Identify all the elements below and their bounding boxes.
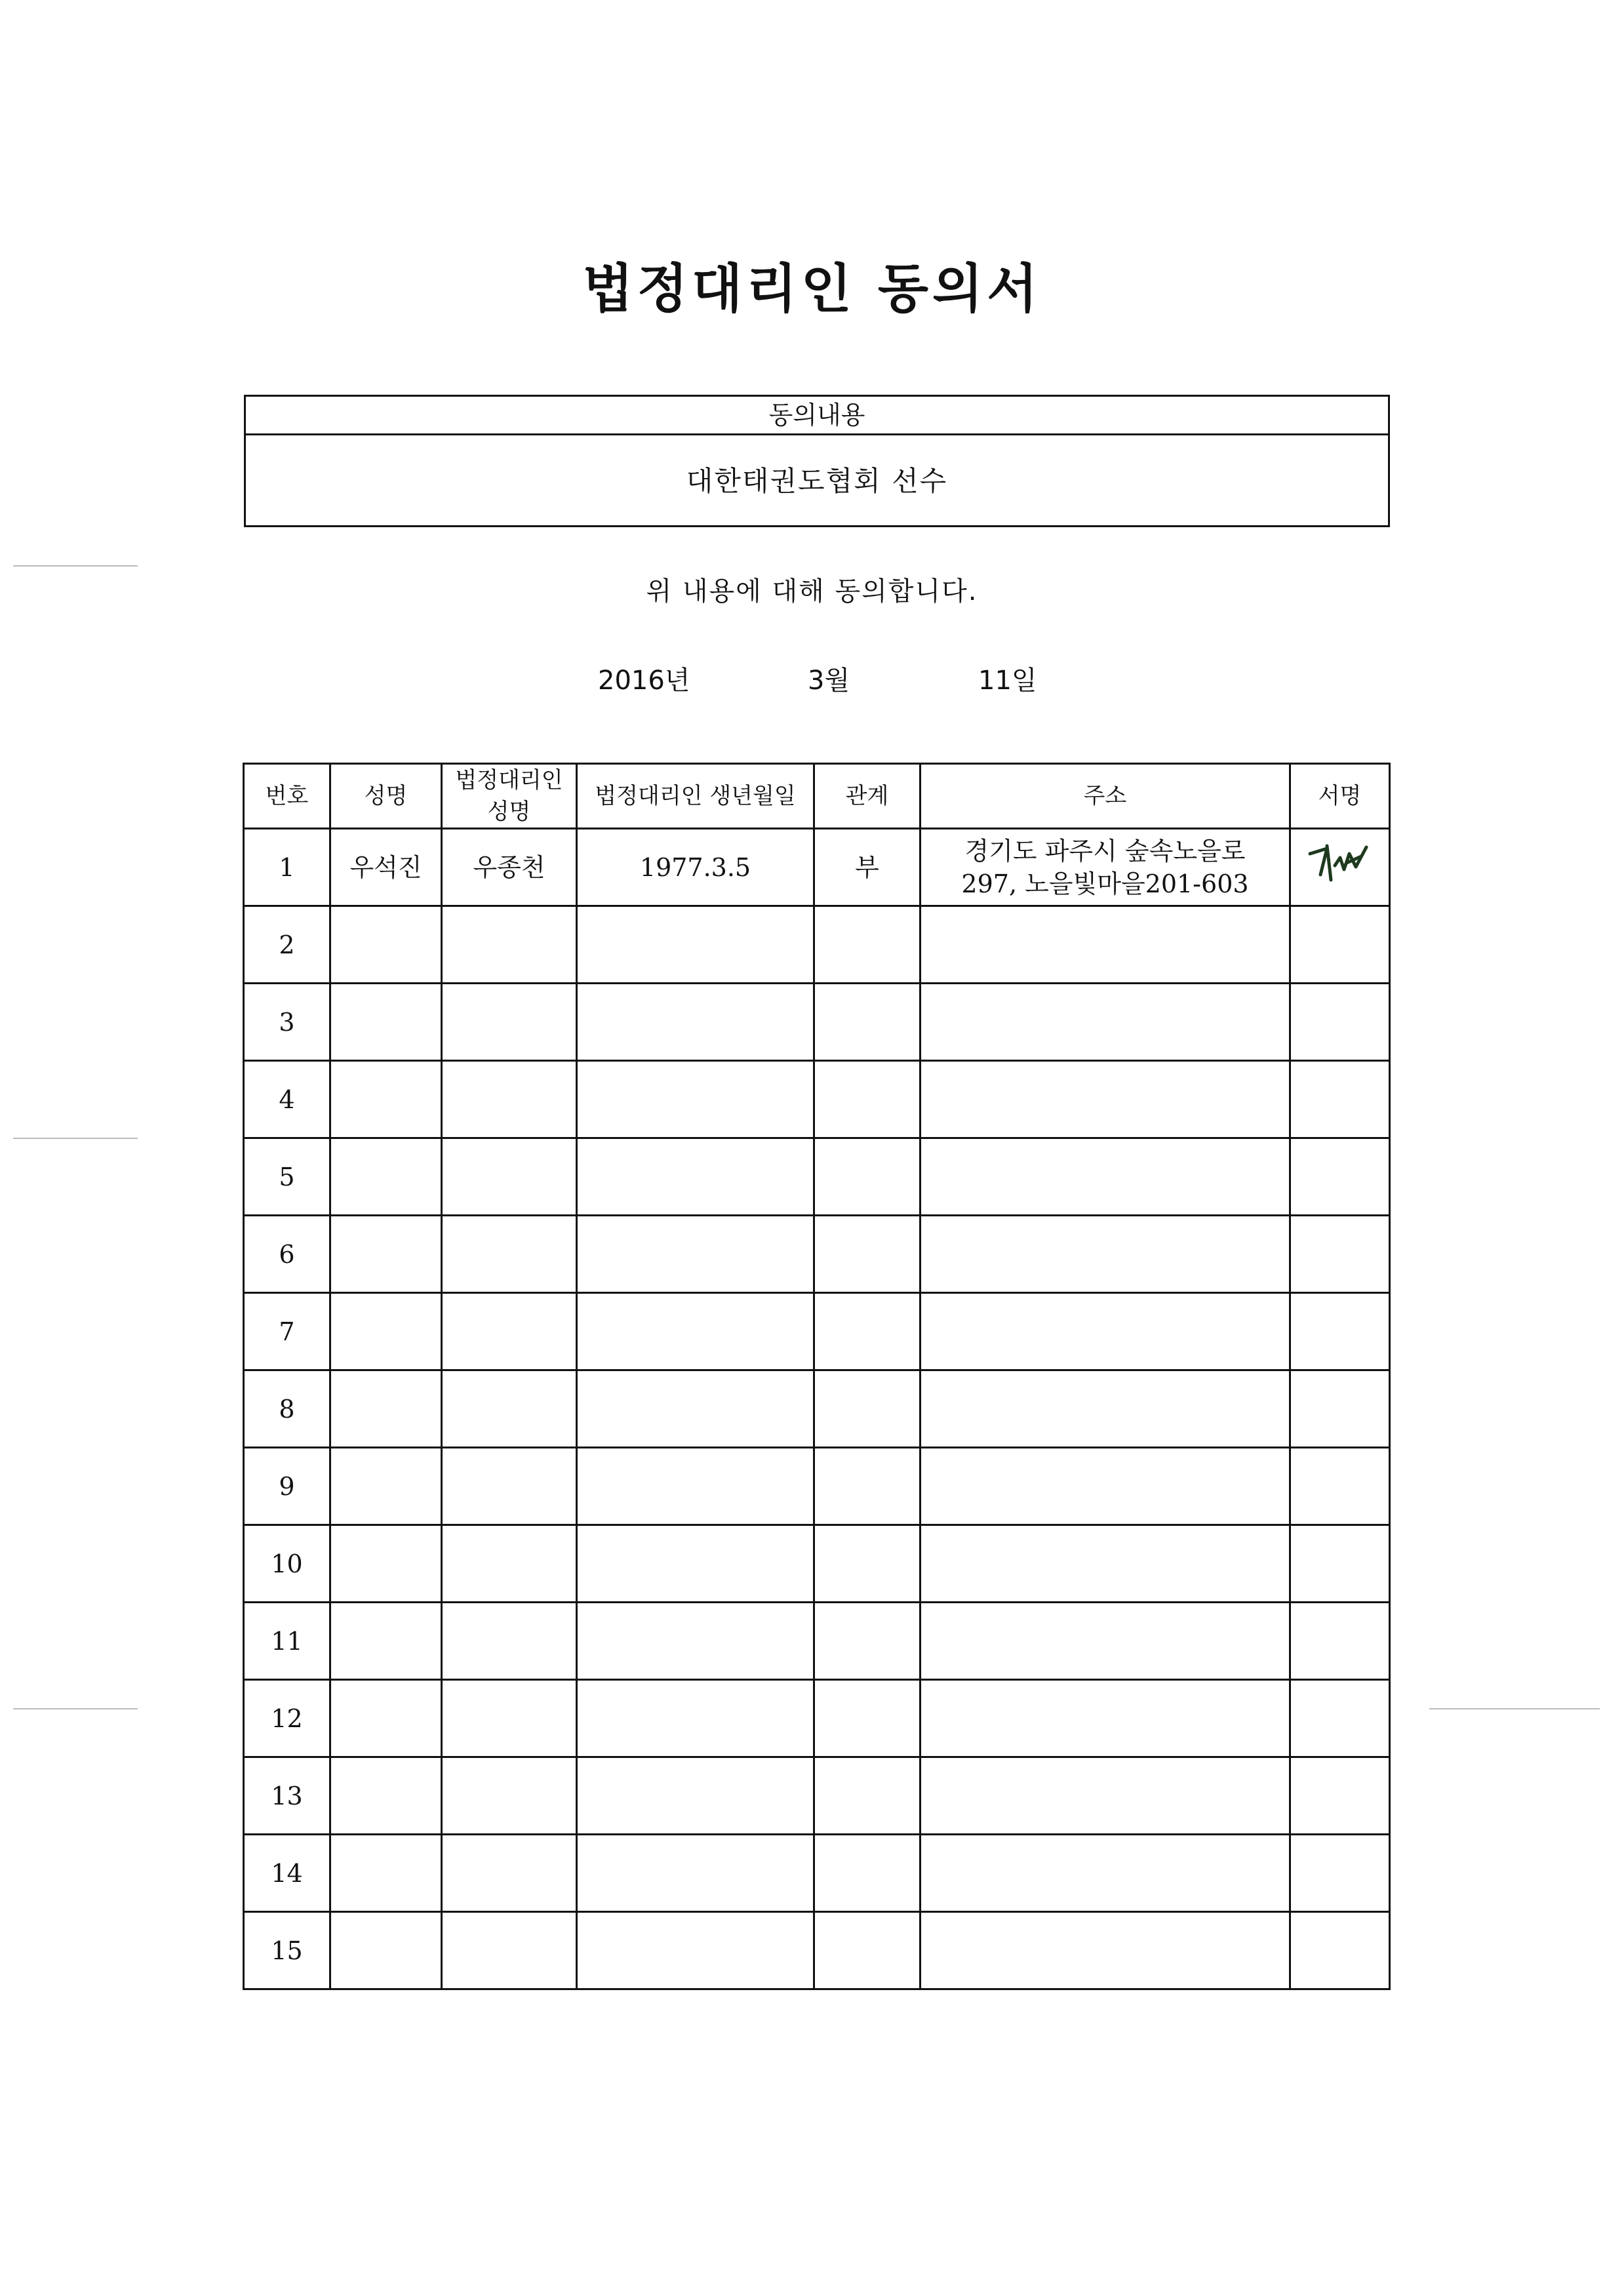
handwritten-signature: [1301, 834, 1379, 893]
cell-rep-name: [442, 1448, 577, 1525]
cell-name: [330, 1448, 442, 1525]
cell-address: [921, 1603, 1290, 1680]
cell-relation: [814, 1525, 921, 1603]
cell-no: 3: [244, 984, 330, 1061]
date-year: 2016년: [598, 666, 690, 696]
address-line-1: 경기도 파주시 숲속노을로: [964, 836, 1246, 866]
table-row: [244, 1835, 1390, 1912]
cell-no: 10: [244, 1525, 330, 1603]
cell-name: [330, 906, 442, 984]
cell-address: [921, 1680, 1290, 1757]
cell-rep-name: [442, 1293, 577, 1370]
cell-relation: [814, 1912, 921, 1989]
header-address: 주소: [921, 764, 1290, 829]
cell-rep-birth: [577, 1525, 814, 1603]
cell-rep-name: [442, 1912, 577, 1989]
cell-no: 6: [244, 1216, 330, 1293]
cell-address: [921, 829, 1290, 906]
cell-relation: [814, 1061, 921, 1138]
header-signature: 서명: [1290, 764, 1390, 829]
cell-rep-name: 우종천: [442, 829, 577, 906]
table-row: [244, 1370, 1390, 1448]
cell-rep-name: [442, 1525, 577, 1603]
header-no: 번호: [244, 764, 330, 829]
table-row: [244, 1061, 1390, 1138]
cell-relation: 부: [814, 829, 921, 906]
cell-signature: [1290, 1448, 1390, 1525]
cell-name: [330, 1603, 442, 1680]
scan-artifact-line: [13, 1708, 138, 1709]
cell-name: [330, 1138, 442, 1216]
cell-rep-birth: [577, 1448, 814, 1525]
cell-name: [330, 1680, 442, 1757]
table-row: [244, 1757, 1390, 1835]
table-row: [244, 1680, 1390, 1757]
cell-no: 11: [244, 1603, 330, 1680]
cell-rep-birth: 1977.3.5: [577, 829, 814, 906]
cell-signature: [1290, 1835, 1390, 1912]
scan-artifact-line: [1429, 1708, 1600, 1709]
scan-artifact-line: [13, 565, 138, 567]
cell-rep-birth: [577, 906, 814, 984]
cell-address: [921, 1525, 1290, 1603]
date-day: 11일: [978, 666, 1037, 696]
cell-relation: [814, 1680, 921, 1757]
table-row: [244, 906, 1390, 984]
cell-rep-name: [442, 1061, 577, 1138]
consent-body: 대한태권도협회 선수: [686, 465, 948, 497]
cell-signature: [1290, 1525, 1390, 1603]
header-relation: 관계: [814, 764, 921, 829]
agree-statement: 위 내용에 대해 동의합니다.: [646, 576, 978, 607]
cell-rep-birth: [577, 1138, 814, 1216]
cell-signature: [1290, 1138, 1390, 1216]
table-row: [244, 1603, 1390, 1680]
table-header-row: [244, 764, 1390, 829]
cell-address: [921, 1216, 1290, 1293]
cell-relation: [814, 1293, 921, 1370]
cell-no: 2: [244, 906, 330, 984]
table-row: [244, 1912, 1390, 1989]
cell-rep-birth: [577, 984, 814, 1061]
cell-relation: [814, 1370, 921, 1448]
cell-address: [921, 1912, 1290, 1989]
cell-address: [921, 1835, 1290, 1912]
cell-rep-name: [442, 906, 577, 984]
cell-no: 9: [244, 1448, 330, 1525]
cell-address: [921, 1757, 1290, 1835]
cell-name: [330, 1835, 442, 1912]
cell-address: [921, 1293, 1290, 1370]
cell-signature: [1290, 1061, 1390, 1138]
cell-rep-birth: [577, 1757, 814, 1835]
cell-rep-name: [442, 1680, 577, 1757]
cell-rep-name: [442, 1216, 577, 1293]
cell-no: 12: [244, 1680, 330, 1757]
cell-name: [330, 1061, 442, 1138]
cell-name: [330, 984, 442, 1061]
cell-no: 14: [244, 1835, 330, 1912]
cell-no: 5: [244, 1138, 330, 1216]
cell-name: [330, 1293, 442, 1370]
cell-relation: [814, 906, 921, 984]
roster-body: [244, 829, 1390, 1989]
cell-rep-birth: [577, 1370, 814, 1448]
consent-header: 동의내용: [246, 397, 1388, 435]
header-name: 성명: [330, 764, 442, 829]
cell-no: 13: [244, 1757, 330, 1835]
cell-rep-name: [442, 1370, 577, 1448]
cell-name: [330, 1757, 442, 1835]
cell-rep-name: [442, 1603, 577, 1680]
cell-rep-birth: [577, 1293, 814, 1370]
cell-no: 8: [244, 1370, 330, 1448]
date-month: 3월: [808, 666, 850, 696]
header-rep-birth: 법정대리인 생년월일: [577, 764, 814, 829]
table-row: [244, 984, 1390, 1061]
cell-no: 15: [244, 1912, 330, 1989]
cell-rep-birth: [577, 1680, 814, 1757]
cell-rep-name: [442, 1757, 577, 1835]
cell-rep-name: [442, 1138, 577, 1216]
cell-signature: [1290, 1603, 1390, 1680]
table-row: [244, 1525, 1390, 1603]
address-line-2: 297, 노을빛마을201-603: [961, 869, 1249, 898]
cell-signature: [1290, 1680, 1390, 1757]
cell-signature: [1290, 984, 1390, 1061]
cell-address: [921, 1370, 1290, 1448]
cell-name: [330, 1525, 442, 1603]
cell-relation: [814, 984, 921, 1061]
consent-box: [244, 395, 1390, 527]
cell-relation: [814, 1603, 921, 1680]
cell-no: 1: [244, 829, 330, 906]
table-row: [244, 1138, 1390, 1216]
cell-relation: [814, 1835, 921, 1912]
cell-name: 우석진: [330, 829, 442, 906]
cell-signature: [1290, 829, 1390, 906]
cell-relation: [814, 1757, 921, 1835]
cell-address: [921, 1448, 1290, 1525]
cell-signature: [1290, 1370, 1390, 1448]
cell-signature: [1290, 1293, 1390, 1370]
cell-name: [330, 1370, 442, 1448]
cell-address: [921, 1138, 1290, 1216]
cell-signature: [1290, 1912, 1390, 1989]
cell-rep-birth: [577, 1216, 814, 1293]
cell-name: [330, 1912, 442, 1989]
cell-name: [330, 1216, 442, 1293]
cell-signature: [1290, 1757, 1390, 1835]
cell-address: [921, 906, 1290, 984]
cell-no: 4: [244, 1061, 330, 1138]
document-title: 법정대리인 동의서: [582, 258, 1042, 319]
scan-artifact-line: [13, 1138, 138, 1139]
table-row: [244, 1293, 1390, 1370]
guardian-roster-table: [243, 763, 1391, 1990]
cell-no: 7: [244, 1293, 330, 1370]
header-rep-name: 법정대리인 성명: [442, 764, 577, 829]
cell-rep-birth: [577, 1603, 814, 1680]
cell-relation: [814, 1138, 921, 1216]
cell-rep-birth: [577, 1835, 814, 1912]
cell-rep-name: [442, 1835, 577, 1912]
cell-rep-name: [442, 984, 577, 1061]
table-row: [244, 1216, 1390, 1293]
cell-relation: [814, 1216, 921, 1293]
cell-signature: [1290, 1216, 1390, 1293]
cell-address: [921, 1061, 1290, 1138]
cell-rep-birth: [577, 1061, 814, 1138]
table-row: [244, 1448, 1390, 1525]
cell-rep-birth: [577, 1912, 814, 1989]
cell-relation: [814, 1448, 921, 1525]
cell-address: [921, 984, 1290, 1061]
table-row: [244, 829, 1390, 906]
cell-signature: [1290, 906, 1390, 984]
